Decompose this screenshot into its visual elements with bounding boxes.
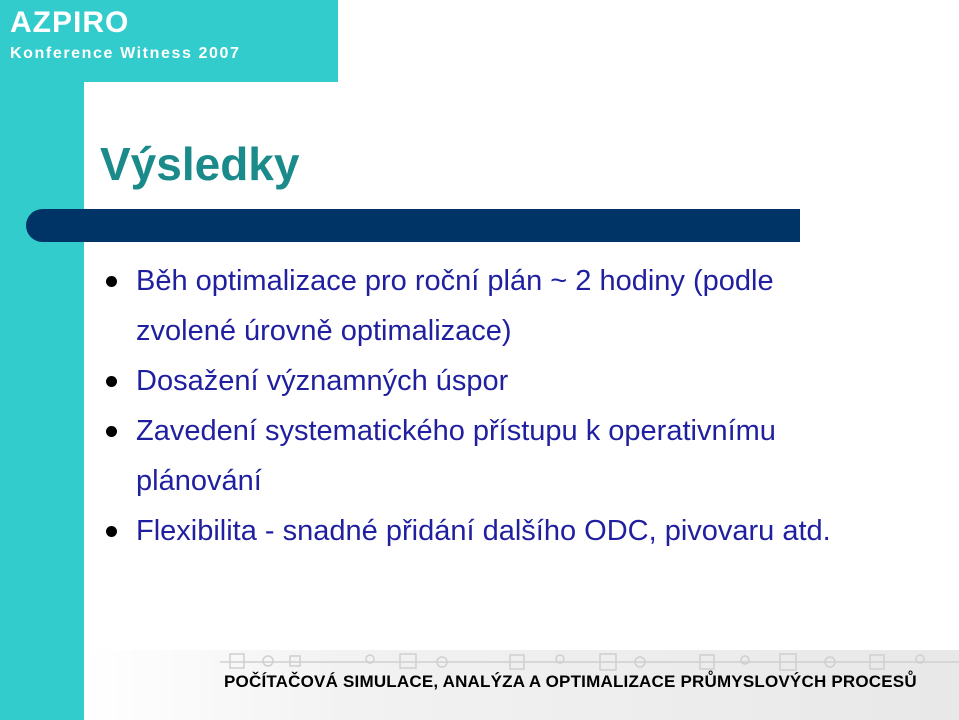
bullet-dot-icon xyxy=(106,426,117,437)
footer-text: POČÍTAČOVÁ SIMULACE, ANALÝZA A OPTIMALIZACE PRŮMYSLOVÝCH PROCESŮ xyxy=(224,672,917,691)
side-band xyxy=(0,0,84,720)
bullet-list xyxy=(104,256,864,556)
bullet-text: Běh optimalizace pro roční plán ~ 2 hodiny (podle zvolené úrovně optimalizace) xyxy=(136,265,774,347)
bullet-text: Dosažení významných úspor xyxy=(136,365,509,397)
bullet-text: Flexibilita - snadné přidání dalšího ODC, pivovaru atd. xyxy=(136,515,831,547)
brand-name: AZPIRO xyxy=(10,6,130,39)
brand-subtitle: Konference Witness 2007 xyxy=(10,45,241,62)
bullet-item xyxy=(104,256,864,356)
bullet-text: Zavedení systematického přístupu k operativnímu plánování xyxy=(136,415,776,497)
bullet-dot-icon xyxy=(106,276,117,287)
title-underline-bar xyxy=(26,209,800,242)
bullet-item xyxy=(104,406,864,506)
bullet-dot-icon xyxy=(106,376,117,387)
header-band xyxy=(0,0,338,82)
bullet-dot-icon xyxy=(106,526,117,537)
slide-title: Výsledky xyxy=(100,138,300,190)
bullet-item xyxy=(104,506,864,556)
bullet-item xyxy=(104,356,864,406)
